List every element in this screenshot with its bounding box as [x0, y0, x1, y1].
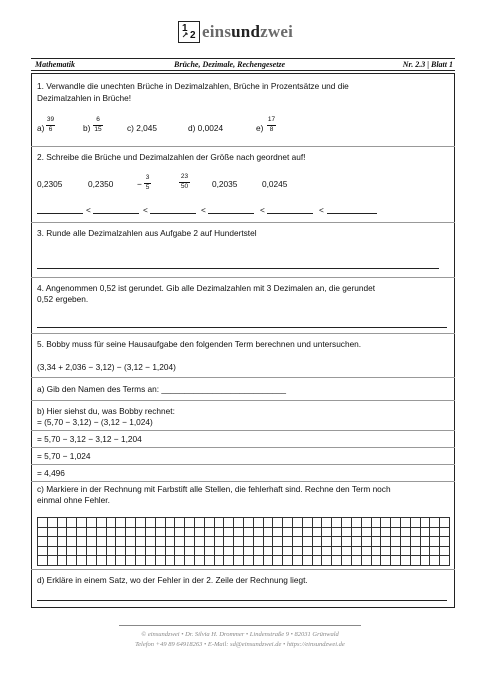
- footer-divider: [119, 625, 361, 626]
- task2-answer-blank-1[interactable]: [37, 213, 83, 214]
- divider: [31, 222, 455, 223]
- task2-title: 2. Schreibe die Brüche und Dezimalzahlen der Größe nach geordnet auf!: [37, 152, 306, 162]
- grid-line-vertical: [57, 517, 58, 565]
- divider: [31, 377, 455, 378]
- grid-line-vertical: [439, 517, 440, 565]
- grid-line-vertical: [135, 517, 136, 565]
- task5-d-answer-line[interactable]: [37, 600, 447, 601]
- task1-e-denominator: 8: [269, 125, 274, 133]
- task1-d: d) 0,0024: [188, 123, 224, 133]
- grid-line-vertical: [410, 517, 411, 565]
- grid-line-vertical: [351, 517, 352, 565]
- grid-line-horizontal: [37, 517, 450, 518]
- grid-line-vertical: [253, 517, 254, 565]
- grid-line-vertical: [263, 517, 264, 565]
- task2-value-4-fraction: [179, 174, 190, 190]
- divider: [31, 430, 455, 431]
- grid-line-vertical: [96, 517, 97, 565]
- logo-box-digit-b: 2: [190, 30, 196, 41]
- grid-line-vertical: [37, 517, 38, 565]
- logo: [178, 20, 293, 44]
- grid-line-vertical: [400, 517, 401, 565]
- header-sheet-number: Nr. 2.3 | Blatt 1: [402, 60, 453, 69]
- grid-line-horizontal: [37, 527, 450, 528]
- worksheet-header: [31, 58, 455, 71]
- task1-b-fraction: [93, 117, 103, 133]
- grid-line-vertical: [115, 517, 116, 565]
- grid-line-vertical: [361, 517, 362, 565]
- grid-line-vertical: [429, 517, 430, 565]
- grid-line-vertical: [184, 517, 185, 565]
- logo-wordmark-part3: zwei: [260, 22, 294, 41]
- logo-wordmark: [202, 22, 293, 42]
- grid-line-vertical: [243, 517, 244, 565]
- task2-value-3-denominator: 5: [145, 183, 150, 191]
- grid-line-vertical: [302, 517, 303, 565]
- task1-a-denominator: 6: [48, 125, 53, 133]
- grid-line-vertical: [272, 517, 273, 565]
- logo-arrow-icon: [179, 22, 199, 42]
- task1-e-fraction: [267, 117, 276, 133]
- task1-e-numerator: 17: [267, 116, 276, 123]
- grid-line-vertical: [371, 517, 372, 565]
- grid-line-vertical: [292, 517, 293, 565]
- grid-line-vertical: [86, 517, 87, 565]
- divider: [31, 146, 455, 147]
- task2-less-than-3: <: [201, 205, 206, 215]
- task5-d: d) Erkläre in einem Satz, wo der Fehler in der 2. Zeile der Rechnung liegt.: [37, 575, 308, 585]
- task2-answer-blank-2[interactable]: [93, 213, 139, 214]
- grid-line-vertical: [321, 517, 322, 565]
- grid-line-vertical: [282, 517, 283, 565]
- task5-step-2: = 5,70 − 3,12 − 3,12 − 1,204: [37, 434, 142, 444]
- task1-e-label: e): [256, 123, 264, 133]
- grid-line-vertical: [331, 517, 332, 565]
- task2-value-2: 0,2350: [88, 179, 114, 189]
- task1-text-line1: 1. Verwandle die unechten Brüche in Dezimalzahlen, Brüche in Prozentsätze und die: [37, 81, 349, 91]
- grid-line-vertical: [390, 517, 391, 565]
- logo-box-digit-a: 1: [182, 23, 188, 34]
- logo-box-icon: [178, 21, 200, 43]
- task1-b-label: b): [83, 123, 91, 133]
- grid-line-vertical: [223, 517, 224, 565]
- task2-answer-blank-6[interactable]: [327, 213, 377, 214]
- footer-line1: © einsundzwei • Dr. Silvia H. Drommer • Lindenstraße 9 • 82031 Grünwald: [141, 631, 339, 638]
- task2-answer-blank-3[interactable]: [150, 213, 196, 214]
- grid-line-vertical: [380, 517, 381, 565]
- footer-line2: Telefon +49 89 64918263 • E-Mail: sd@einsundzwei.de • https://einsundzwei.de: [135, 641, 345, 648]
- header-subject: Mathematik: [35, 60, 76, 69]
- task1-a-numerator: 39: [46, 116, 55, 123]
- task1-text-line2: Dezimalzahlen in Brüche!: [37, 93, 132, 103]
- grid-line-horizontal: [37, 546, 450, 547]
- task5-step-1: = (5,70 − 3,12) − (3,12 − 1,024): [37, 417, 153, 427]
- divider: [31, 569, 455, 570]
- task2-answer-blank-4[interactable]: [208, 213, 254, 214]
- task2-value-1: 0,2305: [37, 179, 63, 189]
- task5-c-line2: einmal ohne Fehler.: [37, 495, 110, 505]
- task2-less-than-5: <: [319, 205, 324, 215]
- task5-a: a) Gib den Namen des Terms an: ___________________________: [37, 384, 286, 394]
- task4-text-line1: 4. Angenommen 0,52 ist gerundet. Gib alle Dezimalzahlen mit 3 Dezimalen an, die gerundet: [37, 283, 376, 293]
- task3-answer-line[interactable]: [37, 268, 439, 269]
- grid-line-horizontal: [37, 555, 450, 556]
- task2-value-3-fraction: [144, 175, 151, 191]
- task3-title: 3. Runde alle Dezimalzahlen aus Aufgabe 2 auf Hundertstel: [37, 228, 257, 238]
- grid-line-vertical: [145, 517, 146, 565]
- task1-b-numerator: 6: [96, 116, 100, 123]
- task2-value-5: 0,2035: [212, 179, 238, 189]
- header-topic: Brüche, Dezimale, Rechengesetze: [174, 60, 286, 69]
- grid-line-vertical: [165, 517, 166, 565]
- task2-answer-blank-5[interactable]: [267, 213, 313, 214]
- divider: [31, 464, 455, 465]
- grid-line-vertical: [420, 517, 421, 565]
- divider: [31, 277, 455, 278]
- task4-answer-line[interactable]: [37, 327, 447, 328]
- task2-value-3-numerator: 3: [145, 174, 150, 181]
- task5-term: (3,34 + 2,036 − 3,12) − (3,12 − 1,204): [37, 362, 176, 372]
- logo-wordmark-part2: und: [231, 22, 261, 41]
- task5-title: 5. Bobby muss für seine Hausaufgabe den folgenden Term berechnen und untersuchen.: [37, 339, 362, 349]
- grid-line-vertical: [233, 517, 234, 565]
- logo-wordmark-part1: eins: [202, 22, 232, 41]
- task5-b-intro: b) Hier siehst du, was Bobby rechnet:: [37, 406, 175, 416]
- grid-line-vertical: [106, 517, 107, 565]
- grid-line-vertical: [174, 517, 175, 565]
- task2-less-than-1: <: [86, 205, 91, 215]
- task2-less-than-4: <: [260, 205, 265, 215]
- grid-line-vertical: [66, 517, 67, 565]
- grid-line-vertical: [76, 517, 77, 565]
- task1-c: c) 2,045: [127, 123, 157, 133]
- task2-value-3-sign: −: [137, 179, 142, 189]
- task2-value-4-denominator: 50: [180, 182, 189, 190]
- grid-line-vertical: [155, 517, 156, 565]
- task4-text-line2: 0,52 ergeben.: [37, 294, 89, 304]
- grid-line-vertical: [125, 517, 126, 565]
- grid-line-vertical: [214, 517, 215, 565]
- task2-value-4-numerator: 23: [180, 173, 189, 180]
- grid-line-vertical: [47, 517, 48, 565]
- task5-c-line1: c) Markiere in der Rechnung mit Farbstift alle Stellen, die fehlerhaft sind. Rechne den Term noch: [37, 484, 391, 494]
- task5-step-4: = 4,496: [37, 468, 65, 478]
- grid-line-vertical: [449, 517, 450, 565]
- divider: [31, 481, 455, 482]
- grid-line-vertical: [194, 517, 195, 565]
- grid-line-vertical: [341, 517, 342, 565]
- grid-line-horizontal: [37, 536, 450, 537]
- divider: [31, 400, 455, 401]
- divider: [31, 447, 455, 448]
- task2-value-6: 0,0245: [262, 179, 288, 189]
- grid-line-vertical: [312, 517, 313, 565]
- grid-line-vertical: [204, 517, 205, 565]
- grid-line-horizontal: [37, 565, 450, 566]
- task1-b-denominator: 15: [94, 125, 102, 133]
- task2-less-than-2: <: [143, 205, 148, 215]
- task1-a-fraction: [46, 117, 55, 133]
- task1-a-label: a): [37, 123, 45, 133]
- answer-grid[interactable]: [37, 517, 449, 565]
- task5-step-3: = 5,70 − 1,024: [37, 451, 91, 461]
- divider: [31, 333, 455, 334]
